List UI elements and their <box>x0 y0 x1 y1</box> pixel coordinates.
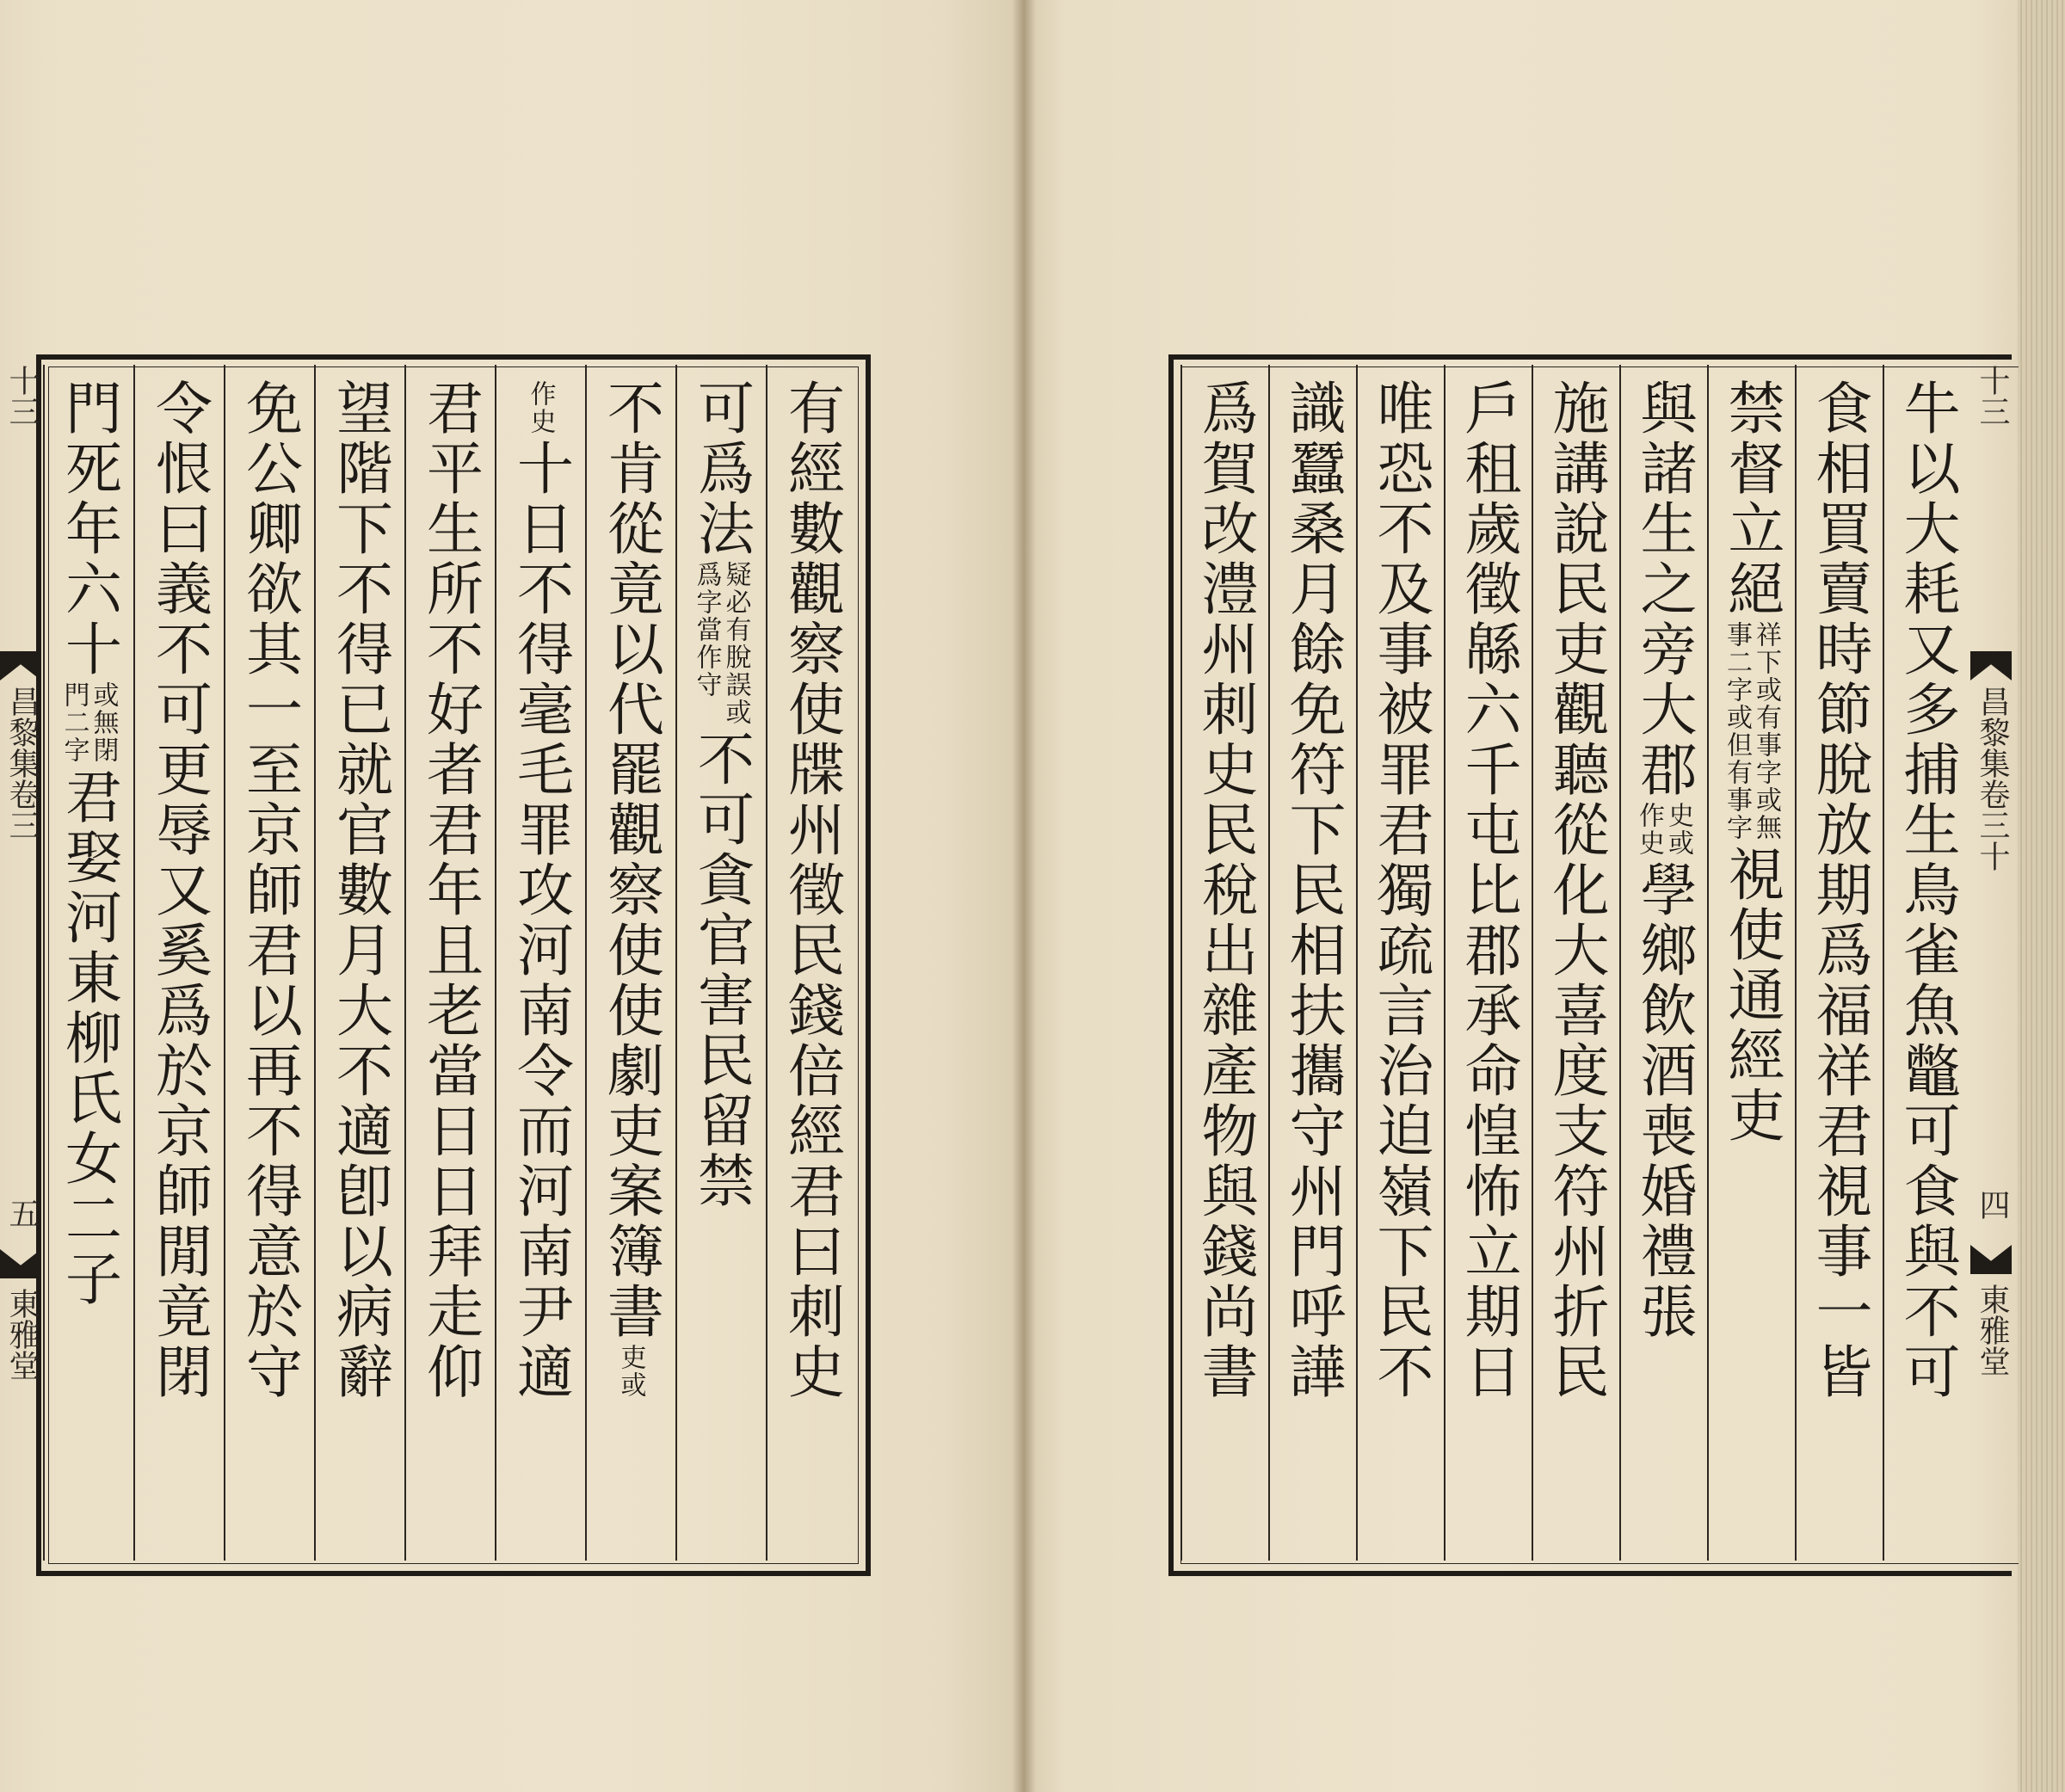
text-column <box>1279 363 1346 1562</box>
column-text: 禁督立絕 <box>1718 379 1785 619</box>
column-rule <box>404 365 406 1561</box>
column-text: 識蠶桑月餘免符下民相扶攜守州門呼譁 <box>1279 379 1346 1402</box>
column-text: 令恨曰義不可更辱又奚爲於京師閒竟閉 <box>145 379 213 1402</box>
interlinear-note <box>60 681 117 764</box>
book-gutter <box>1012 0 1036 1792</box>
column-text: 君平生所不好者君年且老當日日拜走仰 <box>416 379 484 1402</box>
column-rule <box>1707 365 1709 1561</box>
strip-folio: 五 <box>4 1198 40 1229</box>
strip-publisher: 東雅堂 <box>1975 1284 2010 1376</box>
column-rule <box>1180 365 1182 1561</box>
column-text-continued: 十日不得毫毛罪攻河南令而河南尹適 <box>507 439 574 1402</box>
column-rule <box>585 365 587 1561</box>
interlinear-note <box>1723 621 1779 841</box>
column-text: 食相買賣時節脫放期爲福祥君視事一皆 <box>1806 379 1872 1402</box>
column-rule <box>1883 365 1884 1561</box>
note-line: 事二字或但有事字 <box>1722 621 1752 841</box>
interlinear-note <box>693 561 749 726</box>
text-column <box>1894 363 1960 1562</box>
text-column <box>1367 363 1433 1562</box>
column-rule <box>675 365 677 1561</box>
fish-tail-lower <box>1970 1245 2012 1274</box>
interlinear-note <box>527 365 554 435</box>
column-text: 與諸生之旁大郡 <box>1630 379 1697 800</box>
interlinear-note <box>617 1344 644 1399</box>
fish-tail-upper <box>1970 651 2012 680</box>
text-column <box>597 363 664 1562</box>
note-line: 作史 <box>525 380 556 435</box>
column-text: 戶租歲徵緜六千屯比郡承命惶怖立期日 <box>1455 379 1521 1402</box>
strip-title: 昌黎集卷三 <box>4 686 40 841</box>
text-column <box>55 363 122 1562</box>
column-text: 可爲法 <box>687 379 755 559</box>
text-column <box>1630 363 1697 1562</box>
text-column <box>778 363 845 1562</box>
text-column <box>416 363 484 1562</box>
column-rule <box>1619 365 1621 1561</box>
note-line: 作史 <box>1634 802 1664 857</box>
column-rule <box>1444 365 1446 1561</box>
column-text-continued: 不可貪官害民留禁 <box>687 730 755 1211</box>
column-text: 唯恐不及事被罪君獨疏言治迫嶺下民不 <box>1367 379 1433 1402</box>
column-rule <box>495 365 496 1561</box>
right-center-strip <box>1970 354 2012 1576</box>
column-text: 爲賀改澧州刺史民稅出雜產物與錢尚書 <box>1192 379 1258 1402</box>
left-center-strip <box>0 354 41 1576</box>
note-line: 門二字 <box>59 681 89 764</box>
column-text-continued: 視使通經吏 <box>1718 845 1785 1146</box>
interlinear-note <box>1635 802 1692 857</box>
column-text: 不肯從竟以代罷觀察使使劇吏案簿書 <box>597 379 664 1342</box>
note-line: 或無閉 <box>88 681 119 764</box>
column-rule <box>1268 365 1270 1561</box>
column-text: 免公卿欲其一至京師君以再不得意於守 <box>236 379 303 1402</box>
text-column <box>326 363 393 1562</box>
text-column <box>1455 363 1521 1562</box>
text-column <box>1806 363 1872 1562</box>
text-column <box>687 363 755 1562</box>
fish-tail-upper <box>0 651 41 680</box>
note-line: 爲字當作守 <box>691 561 722 699</box>
column-rule <box>224 365 225 1561</box>
column-text: 牛以大耗又多捕生鳥雀魚鼈可食與不可 <box>1894 379 1960 1402</box>
column-rule <box>1356 365 1358 1561</box>
text-column <box>1718 363 1785 1562</box>
text-column <box>1543 363 1609 1562</box>
note-line: 吏或 <box>615 1344 646 1399</box>
text-column <box>1192 363 1258 1562</box>
column-rule <box>43 365 45 1561</box>
strip-folio: 四 <box>1975 1189 2010 1220</box>
column-text-continued: 學鄉飲酒喪婚禮張 <box>1630 860 1697 1342</box>
note-line: 史或 <box>1663 802 1693 857</box>
column-text: 施講說民吏觀聽從化大喜度支符州折民 <box>1543 379 1609 1402</box>
strip-title: 昌黎集卷三十 <box>1975 686 2010 871</box>
strip-page-number: 十三 <box>4 365 40 427</box>
text-column <box>236 363 303 1562</box>
strip-page-number: 十三 <box>1975 365 2010 427</box>
column-text: 門死年六十 <box>55 379 122 680</box>
text-column <box>507 363 574 1562</box>
note-line: 祥下或有事字或無 <box>1751 621 1781 841</box>
column-rule <box>766 365 767 1561</box>
strip-publisher: 東雅堂 <box>4 1288 40 1381</box>
text-column <box>145 363 213 1562</box>
column-rule <box>133 365 135 1561</box>
fish-tail-lower <box>0 1249 41 1278</box>
column-rule <box>1532 365 1533 1561</box>
column-rule <box>314 365 316 1561</box>
column-text-continued: 君娶河東柳氏女二子 <box>55 767 122 1309</box>
column-text: 望階下不得已就官數月大不適卽以病辭 <box>326 379 393 1402</box>
column-rule <box>1795 365 1797 1561</box>
note-line: 疑必有脫誤或 <box>720 561 751 726</box>
page-edges <box>2018 0 2065 1792</box>
column-text: 有經數觀察使牒州徵民錢倍經君曰刺史 <box>778 379 845 1402</box>
